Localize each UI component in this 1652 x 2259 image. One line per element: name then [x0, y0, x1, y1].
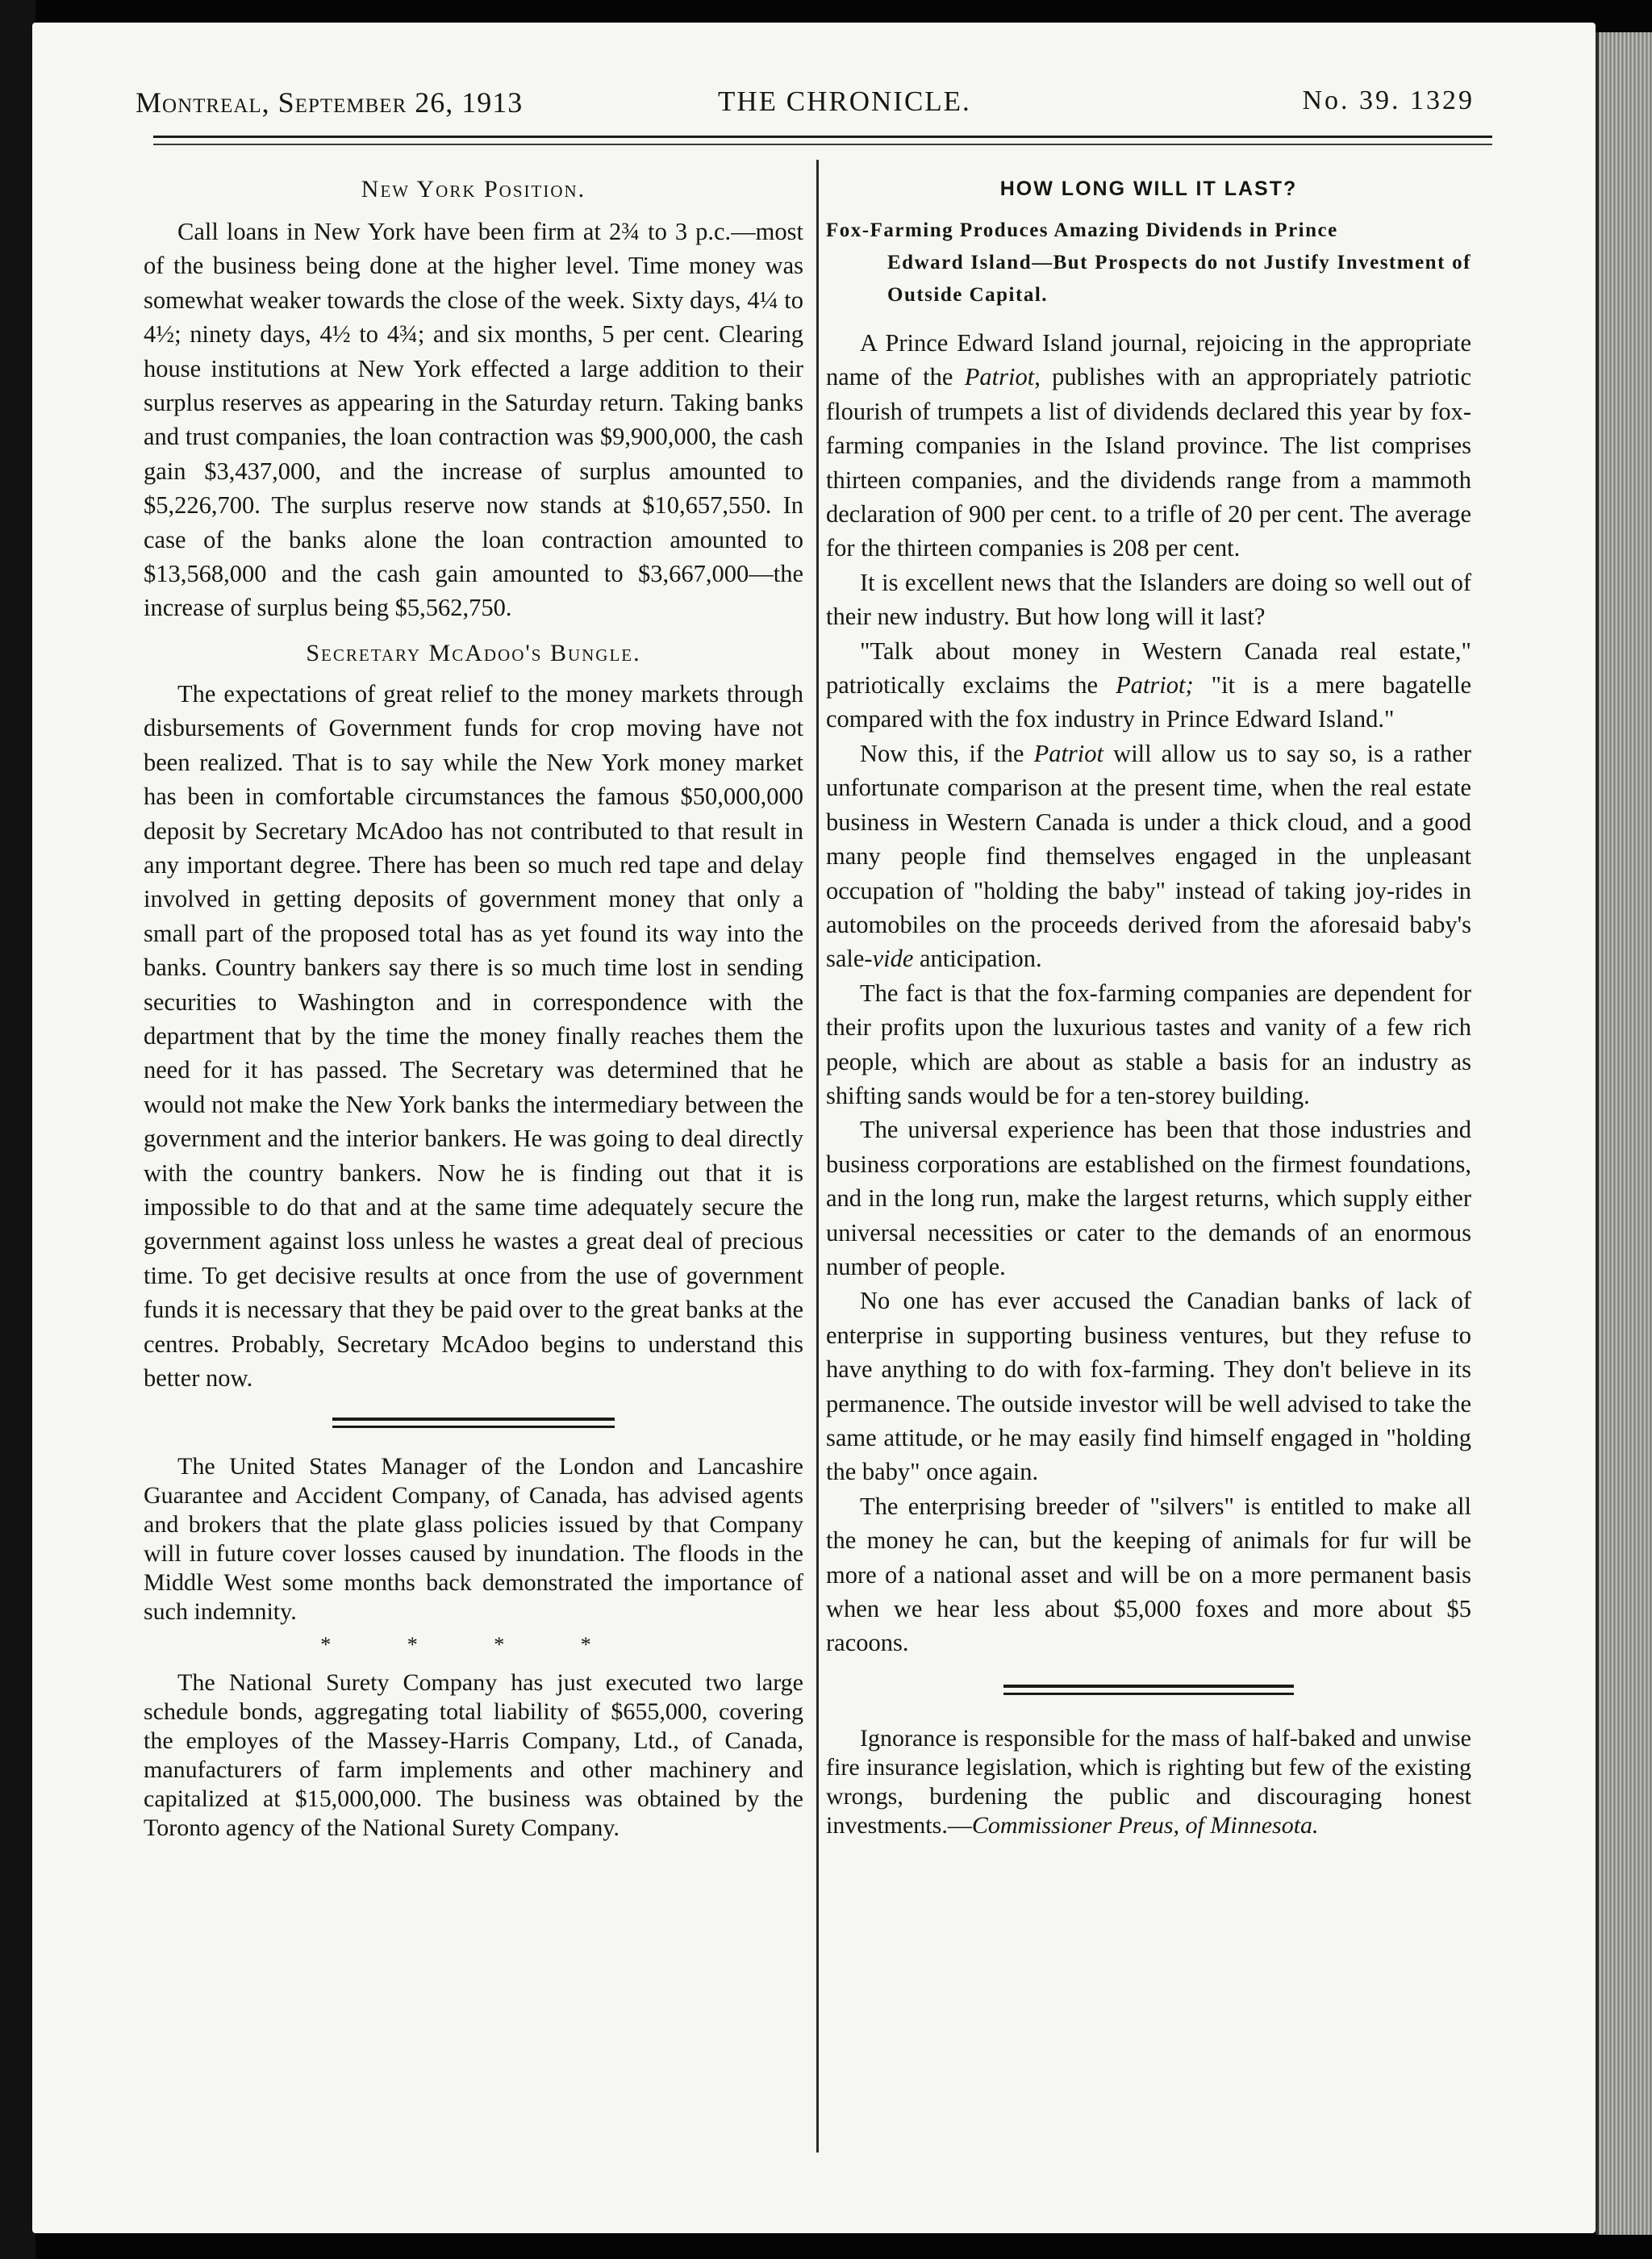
header-dateline: Montreal, September 26, 1913 [136, 86, 524, 119]
note-plate-glass: The United States Manager of the London and Lancashire Guarantee and Accident Company, of Canada, has advised agents and brokers that the plate glass policies issued by that Company will in future cover losses caused by inundation. The floods in the Middle West some months back demonstrated the importance of such indemnity. [144, 1453, 803, 1626]
section-title-mcadoo-bungle: Secretary McAdoo's Bungle. [306, 639, 641, 666]
quote-attribution: Commissioner Preus, of Minnesota. [971, 1811, 1319, 1839]
article-new-york-position: Call loans in New York have been firm at 2¾ to 3 p.c.—most of the business being done at the higher level. Time money was somewhat weaker towards the close of the week. Sixty days, 4¼ to 4½; ninety days, 4½ to 4¾; and six months, 5 per cent. Clearing house institutions at New York effected a large addition to their surplus reserves as appearing in the Saturday return. Taking banks and trust companies, the loan contraction was $9,900,000, the cash gain $3,437,000, and the increase of surplus amounted to $5,226,700. The surplus reserve now stands at $10,657,550. In case of the banks alone the loan contraction amounted to $13,568,000 and the cash gain amounted to $3,667,000—the increase of surplus being $5,562,750. [144, 218, 803, 622]
left-column [144, 173, 803, 1843]
column-divider [816, 160, 819, 2153]
p4-patriot: Patriot [1033, 739, 1103, 767]
p3-text-a: "Talk about money in Western Canada real estate," patriotically exclaims the [826, 637, 1471, 699]
quote-block [826, 1724, 1471, 1840]
article-mcadoo-bungle: The expectations of great relief to the money markets through disbursements of Government funds for crop moving have not been realized. That is to say while the New York money market has been in comfortable circumstances the famous $50,000,000 deposit by Secretary McAdoo has not contributed to that result in any important degree. There has been so much red tape and delay involved in getting deposits of government money that only a small part of the proposed total has as yet found its way into the banks. Country bankers say there is so much time lost in sending securities to Washington and in correspondence with the department that by the time the money finally reaches them the need for it has passed. The Secretary was determined that he would not make the New York banks the intermediary between the government and the interior bankers. He was going to deal directly with the country bankers. Now he is finding out that it is impossible to do that and at the same time adequately secure the government against loss unless he wastes a great deal of precious time. To get decisive results at once from the use of government funds it is necessary that they be paid over to the great banks at the centres. Probably, Secretary McAdoo begins to understand this better now. [144, 679, 803, 1392]
p1-patriot: Patriot [964, 363, 1035, 391]
brief-notes [144, 1452, 803, 1843]
subheadline-line1: Fox-Farming Produces Amazing Dividends in Prince [826, 219, 1338, 241]
right-column [826, 173, 1471, 1840]
paragraph-1 [826, 326, 1471, 566]
paragraph-8: The enterprising breeder of "silvers" is entitled to make all the money he can, but the keeping of animals for fur will be more of a national asset and will be on a more permanent basis when we hear less about $5,000 foxes and more about $5 racoons. [826, 1492, 1471, 1657]
quote-text: Ignorance is responsible for the mass of half-baked and unwise fire insurance legislation, which is righting but few of the existing wrongs, burdening the public and discouraging honest investments.— [826, 1724, 1471, 1839]
binding-shadow [0, 0, 35, 2259]
p4-text-a: Now this, if the [860, 739, 1034, 767]
article-headline: HOW LONG WILL IT LAST? [999, 177, 1298, 200]
header-masthead: THE CHRONICLE. [718, 86, 971, 117]
header-issue-page: No. 39. 1329 [1302, 86, 1475, 115]
header-rule [153, 136, 1492, 138]
paragraph-6: The universal experience has been that those industries and business corporations are established on the firmest foundations, and in the long run, make the largest returns, which supply either universal necessities or cater to the demands of an enormous number of people. [826, 1116, 1471, 1280]
article-subheadline [826, 215, 1471, 311]
p1-text-b: , publishes with an appropriately patriotic flourish of trumpets a list of dividends declared this year by fox-farming companies in the Island province. The list comprises thirteen companies, and the dividends range from a mammoth declaration of 900 per cent. to a trifle of 20 per cent. The average for the thirteen companies is 208 per cent. [826, 363, 1472, 562]
p1-text-a: A Prince Edward Island journal, rejoicing in the appropriate name of the [826, 329, 1471, 391]
section-title-new-york-position: New York Position. [361, 176, 586, 203]
p3-text-b: "it is a mere bagatelle compared with the fox industry in Prince Edward Island." [826, 671, 1472, 733]
p4-text-b: will allow us to say so, is a rather unfortunate comparison at the present time, when the real estate business in Western Canada is under a thick cloud, and a good many people find themselves engaged in the unpleasant occupation of "holding the baby" instead of taking joy-rides in automobiles on the proceeds derived from the aforesaid baby's sale- [826, 739, 1471, 973]
paragraph-3 [826, 634, 1471, 737]
paragraph-7: No one has ever accused the Canadian banks of lack of enterprise in supporting business ventures, but they refuse to have anything to do with fox-farming. They don't believe in its permanence. The outside investor will be well advised to take the same attitude, or he may easily find himself engaged in "holding the baby" once again. [826, 1287, 1471, 1486]
p4-vide: vide [872, 945, 914, 973]
p4-text-c: anticipation. [913, 945, 1042, 973]
subheadline-rest: Edward Island—But Prospects do not Justify Investment of Outside Capital. [887, 252, 1471, 306]
separator-double-rule [332, 1418, 615, 1428]
separator-double-rule-right [1003, 1685, 1294, 1695]
header-rule-thin [153, 144, 1492, 145]
newspaper-page [32, 23, 1596, 2233]
paragraph-5: The fact is that the fox-farming companies are dependent for their profits upon the luxurious tastes and vanity of a few rich people, which are about as stable a basis for an industry as shifting sands would be for a ten-storey building. [826, 979, 1471, 1109]
paragraph-2: It is excellent news that the Islanders are doing so well out of their new industry. But how long will it last? [826, 568, 1471, 631]
p3-patriot: Patriot; [1116, 671, 1194, 699]
page-edges [1596, 32, 1652, 2235]
note-surety-bonds: The National Surety Company has just executed two large schedule bonds, aggregating total liability of $655,000, covering the employes of the Massey-Harris Company, Ltd., of Canada, manufacturers of farm implements and other machinery and capitalized at $15,000,000. The business was obtained by the Toronto agency of the National Surety Company. [144, 1669, 803, 1842]
star-separator: * * * * [320, 1633, 627, 1657]
quote-ignorance [826, 1724, 1471, 1840]
paragraph-4 [826, 737, 1471, 976]
